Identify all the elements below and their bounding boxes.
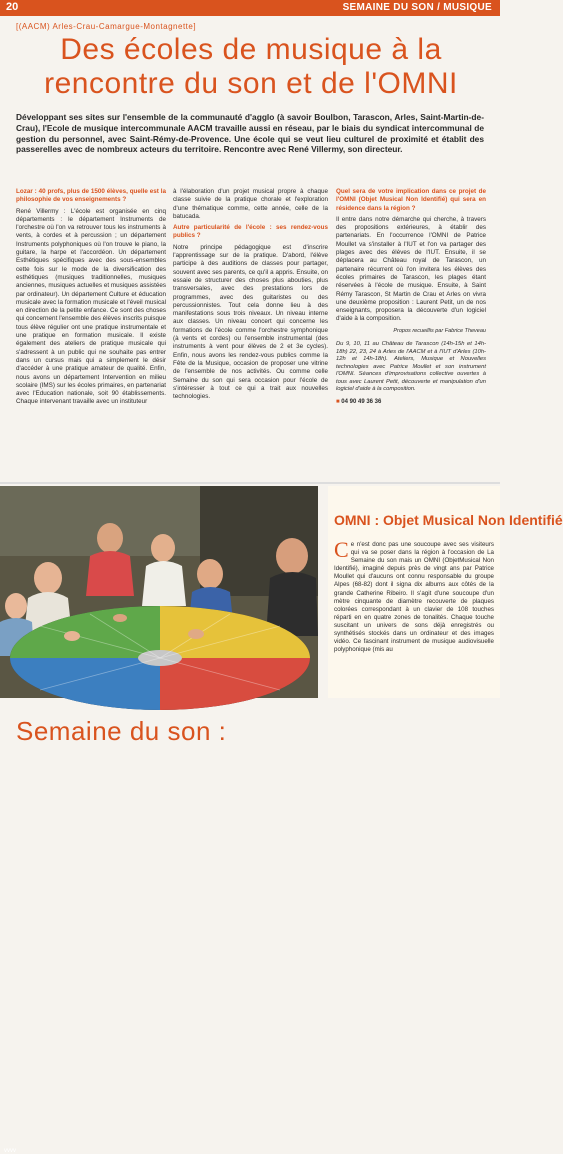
photo-illustration: [0, 486, 318, 698]
phone-number: ■ 04 90 49 36 36: [336, 398, 486, 406]
sidebar-title: OMNI : Objet Musical Non Identifié: [334, 512, 563, 528]
article-kicker: [(AACM) Arles-Crau-Camargue-Montagnette]: [16, 22, 197, 31]
article-column-1: [16, 188, 166, 410]
question-1: Lozar : 40 profs, plus de 1500 élèves, quelle est la philosophie de vos enseignements ?: [16, 188, 166, 204]
article-lead: Développant ses sites sur l'ensemble de la communauté d'agglo (à savoir Boulbon, Tarascon, Arles, Saint-Martin-de-Crau), l'Ecole de musique intercommunale AACM travaille aussi en réseau, par le biais du syndicat intercommunal de gestion du personnel, avec Saint-Rémy-de-Provence. Une école qui se veut lieu culturel de proximité et établit des passerelles avec de nombreux acteurs du territoire. Rencontre avec René Villermy, son directeur.: [16, 112, 484, 155]
event-notes: Du 9, 10, 11 au Château de Tarascon (14h-15h et 14h-18h) 22, 23, 24 à Arles de l'AACM et à l'IUT d'Arles (10h-12h et 14h-18h). Ateliers, Musique et Nouvelles technologies avec Patrice Moullet et son instrument l'OMNI. Séances d'improvisations collective ouvertes à tous avec Laurent Petit, découverte et manipulation d'un logiciel d'aide à la composition.: [336, 341, 486, 393]
bottom-headline: Semaine du son :: [16, 716, 227, 746]
question-2: Autre particularité de l'école : ses rendez-vous publics ?: [173, 224, 328, 240]
sidebar-body: e n'est donc pas une soucoupe avec ses visiteurs qui va se poser dans la région à l'occasion de La Semaine du son mais un OMNI (ObjetMusical Non Identifié), imaginé depuis près de vingt ans par Patrice Moullet qui d'aucuns ont connu responsable du groupe Alpes (68-82) dont il signa dix albums aux côtés de la grande Catherine Ribeiro. Il s'agit d'une soucoupe d'un mètre cinquante de diamètre recouverte de plaques colorées correspondant à un clavier de 108 touches réparti en en quatre zones de tonalités. Chaque touche suscitant un univers de sons déjà enregistrés ou synthétisés stockés dans un ordinateur et des images vidéo. Ce fascinant instrument de musique audiovisuelle polyphonique (mis au: [334, 541, 494, 654]
answer-3: Il entre dans notre démarche qui cherche, à travers des propositions extérieures, à établir des partenariats. En l'occurrence l'OMNI de Patrice Moullet va s'installer à l'IUT et l'on va partager des plages avec des élèves de l'IUT. Ensuite, il se déplacera au Château royal de Tarascon, un partenaire récurrent où l'on invitera les élèves des écoles primaires de Tarascon, les plages étant réservées à l'école de musique. Ensuite, à Saint Rémy Tarascon, St Martin de Crau et Arles on vivra une deuxième proposition : Laurent Petit, un de nos enseignants, proposera la découverte d'un logiciel d'aide à la composition.: [336, 215, 486, 323]
section-title: SEMAINE DU SON / MUSIQUE: [342, 2, 492, 13]
sidebar-text: [334, 537, 494, 654]
photo-credit: vvvv: [4, 1148, 16, 1154]
section-divider: [0, 482, 500, 484]
article-column-2: [173, 188, 328, 404]
page-header-bar: [0, 0, 500, 16]
drop-cap: C: [334, 537, 349, 562]
article-headline: Des écoles de musique à la rencontre du son et de l'OMNI: [44, 33, 458, 100]
answer-1-continued: à l'élaboration d'un projet musical propre à chaque classe suivie de la pratique chorale et l'exploration d'une thématique comme, cette année, celle de la batucada.: [173, 188, 328, 220]
question-3: Quel sera de votre implication dans ce projet de l'OMNI (Objet Musical Non Identifié) qui sera en résidence dans la région ?: [336, 188, 486, 212]
interview-credit: Propos recueillis par Fabrice Theveau: [393, 327, 486, 334]
page-number: 20: [6, 1, 19, 13]
answer-1: René Villermy : L'école est organisée en cinq départements : le département Instruments de l'orchestre où l'on va retrouver tous les instruments à vents, à cordes et à percussion ; un département Instruments polyphoniques où l'on trouve le piano, la guitare, la harpe et l'accordéon. Un département Esthétiques spécifiques avec des sous-ensembles cette fois sur le mode de la diversification des esthétiques (musiques traditionnelles, musiques anciennes, musiques actuelles et musiques assistées par ordinateur). Un département Culture et éducation musicale avec la formation musicale et l'éveil musical en direction de la petite enfance. Ce sont des choses qui concernent l'ensemble des élèves inscrits puisque tous élève régulier ont une pratique instrumentale et une pratique en formation musicale. Il existe également des ateliers de pratique musicale qui s'adressent à un public qui ne souhaite pas entrer dans un cursus mais qui a simplement le désir d'accéder à une pratique amateur de qualité. Enfin, nous avons un département Intervention en milieu scolaire (IMS) sur les écoles primaires, en partenariat avec l'Education nationale, soit 90 établissements. Chaque intervenant travaille avec un instituteur: [16, 207, 166, 406]
answer-2: Notre principe pédagogique est d'inscrire l'apprentissage sur de la pratique. D'abord, l'élève participe à des auditions de classes pour partager, souvent avec ses parents, ce qu'il a appris. Ensuite, on essaie de structurer des choses plus abouties, plus transversales, avec des prestations lors de programmes, avec des guitaristes ou des percussionnistes. Tout cela donne lieu à des manifestations sous trois niveaux. Un niveau interne aux classes. Un niveau concert qui concerne les formations de l'école comme l'orchestre symphonique (à vents et cordes) ou l'ensemble instrumental (des instruments à vent pour élèves de 2 et 3e cycles). Enfin, nous avons les rendez-vous publics comme la Fête de la Musique, occasion de proposer une vitrine de l'ensemble de nos activités. Ou comme celle Semaine du son qui sera occasion pour l'école de s'intéresser à tout ce qui a trait aux nouvelles technologies.: [173, 243, 328, 401]
article-column-3: [336, 188, 486, 409]
